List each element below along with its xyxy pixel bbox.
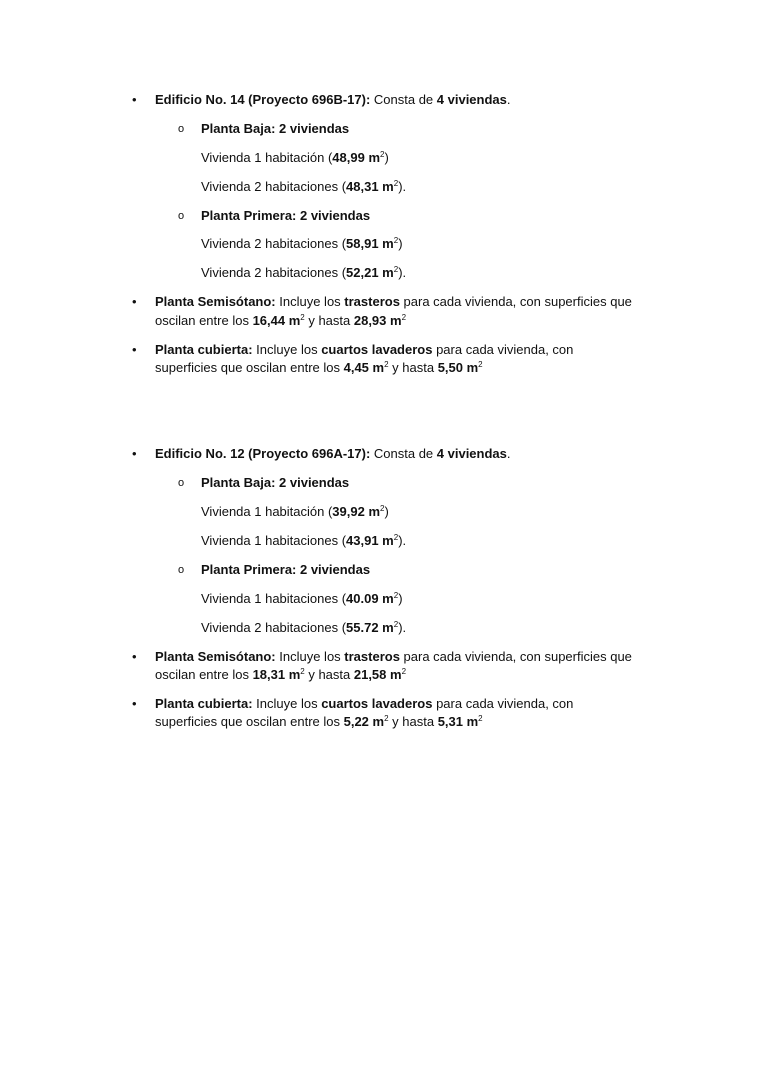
sub-bullet: o <box>178 564 185 576</box>
unit-line: Vivienda 1 habitación (39,92 $m^2$) <box>201 504 389 519</box>
building-label: Edificio No. 12 (Proyecto 696A-17): <box>155 446 371 461</box>
bullet: • <box>132 649 137 664</box>
bullet: • <box>132 294 137 309</box>
unit-line: Vivienda 2 habitaciones (48,31 $m^2$). <box>201 179 407 194</box>
housing-count: 4 viviendas <box>436 446 507 461</box>
floor-title: Planta Baja: 2 viviendas <box>201 121 350 136</box>
semisotano-line: Planta Semisótano: Incluye los trasteros para cada vivienda, con superficies que <box>155 294 632 309</box>
sub-bullet: o <box>178 210 185 222</box>
unit-line: Vivienda 2 habitaciones (55.72 $m^2$). <box>201 620 407 635</box>
bullet: • <box>132 92 137 107</box>
floor-title: Planta Primera: 2 viviendas <box>201 562 371 577</box>
unit-line: Vivienda 1 habitación (48,99 $m^2$) <box>201 150 389 165</box>
semisotano-line-2: oscilan entre los 16,44 $m^2$ y hasta 28,93 $m^2$ <box>155 313 407 328</box>
cubierta-line-2: superficies que oscilan entre los 5,22 $m^2$ y hasta 5,31 $m^2$ <box>155 714 483 729</box>
semisotano-line-2: oscilan entre los 18,31 $m^2$ y hasta 21,58 $m^2$ <box>155 667 407 682</box>
sub-bullet: o <box>178 477 185 489</box>
floor-title: Planta Primera: 2 viviendas <box>201 208 371 223</box>
building-14-header: Edificio No. 14 (Proyecto 696B-17): Consta de 4 viviendas. <box>155 92 511 107</box>
building-12-header: Edificio No. 12 (Proyecto 696A-17): Consta de 4 viviendas. <box>155 446 511 461</box>
unit-line: Vivienda 2 habitaciones (58,91 $m^2$) <box>201 236 403 251</box>
unit-line: Vivienda 1 habitaciones (43,91 $m^2$). <box>201 533 407 548</box>
cubierta-line-2: superficies que oscilan entre los 4,45 $m^2$ y hasta 5,50 $m^2$ <box>155 360 483 375</box>
unit-line: Vivienda 1 habitaciones (40.09 $m^2$) <box>201 591 403 606</box>
bullet: • <box>132 342 137 357</box>
sub-bullet: o <box>178 123 185 135</box>
cubierta-line: Planta cubierta: Incluye los cuartos lavaderos para cada vivienda, con <box>155 696 574 711</box>
building-label: Edificio No. 14 (Proyecto 696B-17): <box>155 92 371 107</box>
bullet: • <box>132 696 137 711</box>
cubierta-line: Planta cubierta: Incluye los cuartos lavaderos para cada vivienda, con <box>155 342 574 357</box>
semisotano-line: Planta Semisótano: Incluye los trasteros para cada vivienda, con superficies que <box>155 649 632 664</box>
housing-count: 4 viviendas <box>436 92 507 107</box>
floor-title: Planta Baja: 2 viviendas <box>201 475 350 490</box>
unit-line: Vivienda 2 habitaciones (52,21 $m^2$). <box>201 265 407 280</box>
bullet: • <box>132 446 137 461</box>
